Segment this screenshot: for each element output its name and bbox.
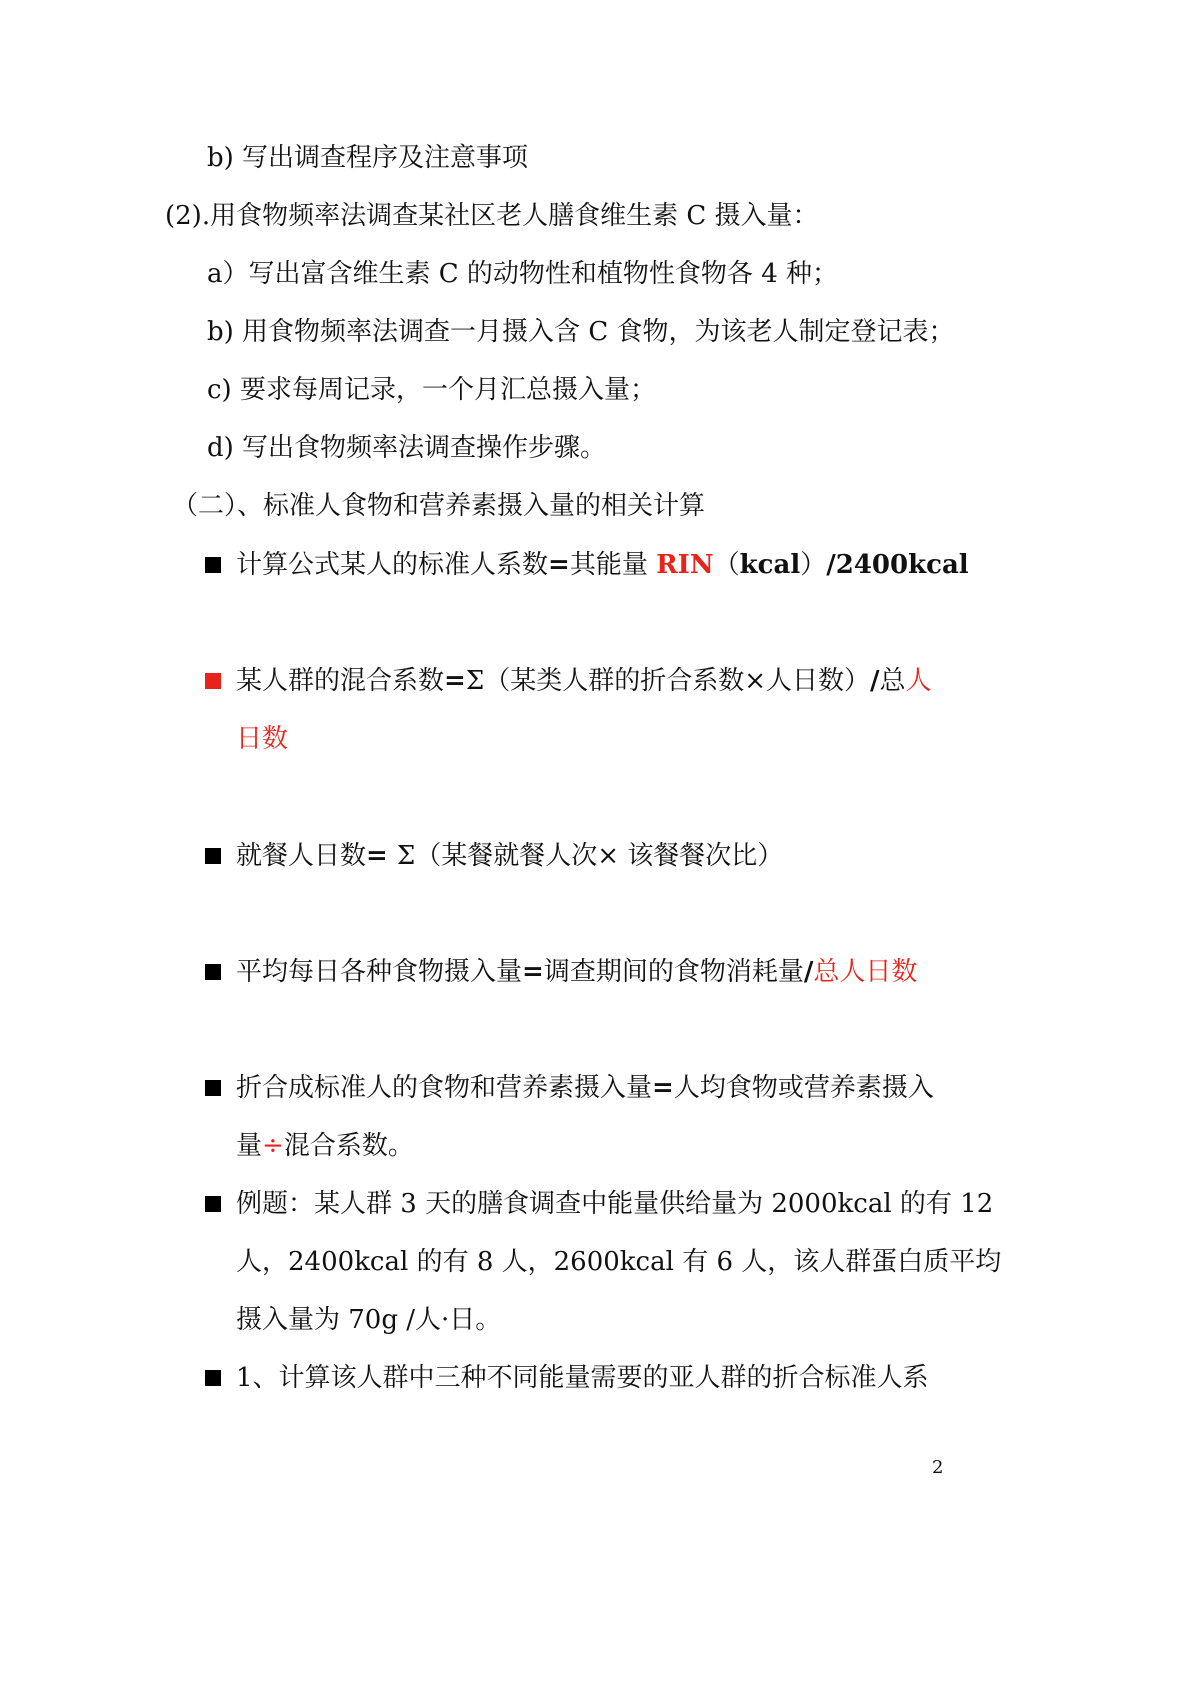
text-segment: (2).用食物频率法调查某社区老人膳食维生素 C 摄入量： <box>165 201 819 231</box>
text-segment: = <box>444 666 466 696</box>
text-segment: / <box>803 957 814 987</box>
text-segment: b) 写出调查程序及注意事项 <box>207 143 529 173</box>
text-segment: 例题：某人群 3 天的膳食调查中能量供给量为 2000kcal 的有 12 <box>236 1189 994 1219</box>
text-segment: c) 要求每周记录，一个月汇总摄入量； <box>207 375 656 405</box>
text-segment: （二）、标准人食物和营养素摄入量的相关计算 <box>172 491 706 521</box>
text-segment: 平均每日各种食物摄入量 <box>236 957 523 987</box>
text-segment: a）写出富含维生素 C 的动物性和植物性食物各 4 种； <box>207 259 838 289</box>
text-segment: d) 写出食物频率法调查操作步骤。 <box>207 433 607 463</box>
text-segment: ） <box>800 550 827 580</box>
text-segment: Σ（某类人群的折合系数×人日数） <box>465 666 870 696</box>
bullet-text-line <box>236 1128 414 1164</box>
text-segment: kcal <box>739 550 801 580</box>
square-bullet-icon <box>205 557 221 573</box>
text-line <box>207 140 528 176</box>
square-bullet-icon <box>205 1196 221 1212</box>
text-line <box>165 198 819 234</box>
page-number: 2 <box>932 1457 944 1478</box>
text-segment: 其能量 <box>569 550 657 580</box>
text-segment: 混合系数。 <box>283 1131 414 1161</box>
text-segment: b) 用食物频率法调查一月摄入含 C 食物，为该老人制定登记表； <box>207 317 955 347</box>
text-line <box>207 314 954 350</box>
text-line <box>172 488 705 524</box>
text-segment: Σ（某餐就餐人次× 该餐餐次比） <box>396 841 784 871</box>
bullet-text-line <box>236 1302 501 1338</box>
text-segment: 就餐人日数 <box>236 841 367 871</box>
square-bullet-icon <box>205 1080 221 1096</box>
text-segment: ÷ <box>262 1131 284 1161</box>
text-segment: （ <box>713 550 740 580</box>
text-segment: 某人群的混合系数 <box>236 666 445 696</box>
text-segment: 调查期间的食物消耗量 <box>543 957 804 987</box>
text-segment: 计算公式某人的标准人系数 <box>236 550 549 580</box>
text-segment: = <box>366 841 397 871</box>
bullet-text-line <box>236 838 783 874</box>
text-segment: 总 <box>879 666 906 696</box>
text-segment: 日数 <box>236 724 289 754</box>
bullet-text-line <box>236 663 932 699</box>
bullet-text-line <box>236 1244 1001 1280</box>
bullet-text-line <box>236 1186 993 1222</box>
text-line <box>207 256 838 292</box>
text-segment: = <box>548 550 570 580</box>
text-segment: 人均食物或营养素摄入 <box>673 1073 934 1103</box>
text-segment: = <box>522 957 544 987</box>
square-bullet-icon <box>205 673 221 689</box>
text-segment: 摄入量为 70g /人·日。 <box>236 1305 502 1335</box>
text-segment: 1、计算该人群中三种不同能量需要的亚人群的折合标准人系 <box>236 1363 929 1393</box>
bullet-text-line <box>236 954 917 990</box>
bullet-text-line <box>236 1360 929 1396</box>
square-bullet-icon <box>205 1370 221 1386</box>
text-segment: 总人日数 <box>813 957 918 987</box>
text-segment: 人，2400kcal 的有 8 人，2600kcal 有 6 人，该人群蛋白质平均 <box>236 1247 1002 1277</box>
text-segment: 量 <box>236 1131 263 1161</box>
text-segment: RIN <box>656 550 714 580</box>
text-line <box>207 372 656 408</box>
bullet-text-line <box>236 1070 934 1106</box>
text-line <box>207 430 606 466</box>
text-segment: / <box>869 666 880 696</box>
text-segment: = <box>652 1073 674 1103</box>
square-bullet-icon <box>205 964 221 980</box>
text-segment: 人 <box>905 666 932 696</box>
bullet-text-line <box>236 547 969 583</box>
bullet-text-line <box>236 721 288 757</box>
square-bullet-icon <box>205 848 221 864</box>
text-segment: 折合成标准人的食物和营养素摄入量 <box>236 1073 653 1103</box>
text-segment: /2400kcal <box>826 550 969 580</box>
